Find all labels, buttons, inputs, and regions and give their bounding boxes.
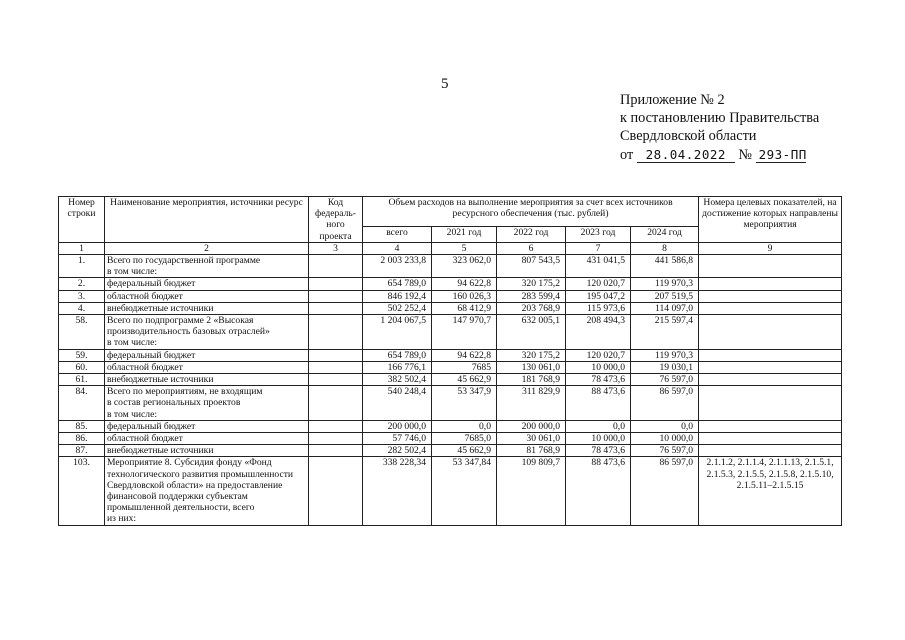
column-number: 6: [497, 242, 566, 254]
row-2022-cell: 203 768,9: [497, 302, 566, 314]
row-total-cell: 540 248,4: [363, 386, 432, 421]
row-code-cell: [309, 420, 363, 432]
row-indicators-cell: [699, 386, 842, 421]
row-2024-cell: 76 597,0: [631, 445, 699, 457]
row-indicators-cell: [699, 349, 842, 361]
row-2022-cell: 320 175,2: [497, 349, 566, 361]
header-code: Код федераль-ного проекта: [309, 197, 363, 243]
row-code-cell: [309, 386, 363, 421]
header-total: всего: [363, 227, 432, 243]
header-name: Наименование мероприятия, источники ресурс: [105, 197, 309, 243]
row-code-cell: [309, 302, 363, 314]
row-total-cell: 200 000,0: [363, 420, 432, 432]
row-name-cell: областной бюджет: [105, 361, 309, 373]
row-code-cell: [309, 278, 363, 290]
row-indicators-cell: [699, 315, 842, 350]
row-2021-cell: 53 347,84: [432, 457, 497, 525]
row-2021-cell: 7685,0: [432, 433, 497, 445]
budget-table: [58, 196, 842, 526]
row-2023-cell: 0,0: [566, 420, 631, 432]
table-row: [59, 420, 842, 432]
row-name-cell: федеральный бюджет: [105, 349, 309, 361]
header-2021: 2021 год: [432, 227, 497, 243]
table-row: [59, 386, 842, 421]
row-2021-cell: 45 662,9: [432, 445, 497, 457]
row-2021-cell: 7685: [432, 361, 497, 373]
appendix-line-region: Свердловской области: [620, 128, 757, 145]
page-number: 5: [441, 76, 449, 92]
table-body: [59, 255, 842, 526]
table-row: [59, 349, 842, 361]
row-number-cell: 60.: [59, 361, 105, 373]
column-number: 7: [566, 242, 631, 254]
row-2023-cell: 78 473,6: [566, 445, 631, 457]
row-number-cell: 58.: [59, 315, 105, 350]
header-expenses: Объем расходов на выполнение мероприятия за счет всех источников ресурсного обеспечения (тыс. рублей): [363, 197, 699, 227]
row-2023-cell: 120 020,7: [566, 349, 631, 361]
header-2022: 2022 год: [497, 227, 566, 243]
row-indicators-cell: [699, 302, 842, 314]
row-name-cell: областной бюджет: [105, 290, 309, 302]
row-name-cell: областной бюджет: [105, 433, 309, 445]
row-2024-cell: 215 597,4: [631, 315, 699, 350]
row-total-cell: 166 776,1: [363, 361, 432, 373]
header-indicators: Номера целевых показателей, на достижение которых направлены мероприятия: [699, 197, 842, 243]
column-number: 3: [309, 242, 363, 254]
row-total-cell: 282 502,4: [363, 445, 432, 457]
row-2021-cell: 323 062,0: [432, 255, 497, 278]
row-2024-cell: 114 097,0: [631, 302, 699, 314]
header-row-number: Номер строки: [59, 197, 105, 243]
appendix-date-line: [620, 146, 819, 164]
row-total-cell: 57 746,0: [363, 433, 432, 445]
table-row: [59, 361, 842, 373]
row-number-cell: 3.: [59, 290, 105, 302]
row-indicators-cell: [699, 445, 842, 457]
row-2021-cell: 94 622,8: [432, 349, 497, 361]
row-2022-cell: 283 599,4: [497, 290, 566, 302]
row-2022-cell: 30 061,0: [497, 433, 566, 445]
row-2023-cell: 10 000,0: [566, 361, 631, 373]
row-code-cell: [309, 445, 363, 457]
row-2022-cell: 109 809,7: [497, 457, 566, 525]
table-row: [59, 315, 842, 350]
row-2021-cell: 53 347,9: [432, 386, 497, 421]
row-2023-cell: 115 973,6: [566, 302, 631, 314]
table-row: [59, 457, 842, 525]
row-number-cell: 103.: [59, 457, 105, 525]
row-number-cell: 1.: [59, 255, 105, 278]
row-total-cell: 654 789,0: [363, 278, 432, 290]
column-number: 8: [631, 242, 699, 254]
row-total-cell: 846 192,4: [363, 290, 432, 302]
row-2024-cell: 86 597,0: [631, 457, 699, 525]
column-number: 1: [59, 242, 105, 254]
column-number: 5: [432, 242, 497, 254]
row-name-cell: Мероприятие 8. Субсидия фонду «Фонд технологического развития промышленности Свердловской области» на предоставление финансовой поддержки субъектам промышленной деятельности, всего из них:: [105, 457, 309, 525]
row-code-cell: [309, 255, 363, 278]
row-name-cell: федеральный бюджет: [105, 420, 309, 432]
date-prefix: от: [620, 146, 634, 163]
table-row: [59, 433, 842, 445]
row-2023-cell: 88 473,6: [566, 457, 631, 525]
decree-date: 28.04.2022: [637, 148, 735, 163]
table-row: [59, 290, 842, 302]
row-number-cell: 86.: [59, 433, 105, 445]
row-2023-cell: 10 000,0: [566, 433, 631, 445]
number-prefix: №: [738, 146, 753, 163]
row-2023-cell: 431 041,5: [566, 255, 631, 278]
header-row-main: [59, 197, 842, 227]
row-2024-cell: 119 970,3: [631, 349, 699, 361]
table-row: [59, 255, 842, 278]
row-2024-cell: 76 597,0: [631, 374, 699, 386]
column-number-row: [59, 242, 842, 254]
row-name-cell: внебюджетные источники: [105, 374, 309, 386]
row-name-cell: Всего по мероприятиям, не входящим в состав региональных проектов в том числе:: [105, 386, 309, 421]
row-2021-cell: 94 622,8: [432, 278, 497, 290]
row-indicators-cell: [699, 374, 842, 386]
row-2024-cell: 10 000,0: [631, 433, 699, 445]
row-2022-cell: 81 768,9: [497, 445, 566, 457]
row-total-cell: 382 502,4: [363, 374, 432, 386]
appendix-stamp: [620, 91, 819, 164]
row-total-cell: 502 252,4: [363, 302, 432, 314]
row-code-cell: [309, 457, 363, 525]
appendix-title: Приложение № 2: [620, 92, 725, 108]
column-number: 4: [363, 242, 432, 254]
row-2024-cell: 119 970,3: [631, 278, 699, 290]
row-2023-cell: 88 473,6: [566, 386, 631, 421]
row-indicators-cell: [699, 433, 842, 445]
row-indicators-cell: [699, 255, 842, 278]
row-2024-cell: 207 519,5: [631, 290, 699, 302]
row-number-cell: 2.: [59, 278, 105, 290]
column-number: 2: [105, 242, 309, 254]
row-2021-cell: 45 662,9: [432, 374, 497, 386]
table-row: [59, 374, 842, 386]
table-row: [59, 278, 842, 290]
row-number-cell: 84.: [59, 386, 105, 421]
row-2022-cell: 320 175,2: [497, 278, 566, 290]
row-2021-cell: 160 026,3: [432, 290, 497, 302]
header-2024: 2024 год: [631, 227, 699, 243]
row-name-cell: федеральный бюджет: [105, 278, 309, 290]
row-total-cell: 2 003 233,8: [363, 255, 432, 278]
row-indicators-cell: 2.1.1.2, 2.1.1.4, 2.1.1.13, 2.1.5.1, 2.1.5.3, 2.1.5.5, 2.1.5.8, 2.1.5.10, 2.1.5.11–2.1.5.15: [699, 457, 842, 525]
row-code-cell: [309, 361, 363, 373]
row-total-cell: 1 204 067,5: [363, 315, 432, 350]
row-number-cell: 59.: [59, 349, 105, 361]
header-2023: 2023 год: [566, 227, 631, 243]
table-row: [59, 445, 842, 457]
row-indicators-cell: [699, 361, 842, 373]
row-2022-cell: 130 061,0: [497, 361, 566, 373]
row-code-cell: [309, 315, 363, 350]
row-2023-cell: 120 020,7: [566, 278, 631, 290]
row-2024-cell: 441 586,8: [631, 255, 699, 278]
row-total-cell: 338 228,34: [363, 457, 432, 525]
row-2021-cell: 147 970,7: [432, 315, 497, 350]
row-code-cell: [309, 349, 363, 361]
row-2022-cell: 200 000,0: [497, 420, 566, 432]
row-2022-cell: 632 005,1: [497, 315, 566, 350]
row-name-cell: Всего по подпрограмме 2 «Высокая производительность базовых отраслей» в том числе:: [105, 315, 309, 350]
appendix-line-decree: к постановлению Правительства: [620, 110, 820, 127]
row-number-cell: 61.: [59, 374, 105, 386]
decree-number: 293-ПП: [756, 148, 806, 163]
row-code-cell: [309, 433, 363, 445]
row-code-cell: [309, 374, 363, 386]
row-name-cell: внебюджетные источники: [105, 302, 309, 314]
row-2021-cell: 0,0: [432, 420, 497, 432]
row-2022-cell: 807 543,5: [497, 255, 566, 278]
row-2021-cell: 68 412,9: [432, 302, 497, 314]
row-2023-cell: 78 473,6: [566, 374, 631, 386]
row-2022-cell: 181 768,9: [497, 374, 566, 386]
row-2024-cell: 86 597,0: [631, 386, 699, 421]
row-indicators-cell: [699, 290, 842, 302]
row-2023-cell: 195 047,2: [566, 290, 631, 302]
row-name-cell: Всего по государственной программе в том числе:: [105, 255, 309, 278]
row-name-cell: внебюджетные источники: [105, 445, 309, 457]
table-row: [59, 302, 842, 314]
row-indicators-cell: [699, 278, 842, 290]
row-2024-cell: 0,0: [631, 420, 699, 432]
row-number-cell: 4.: [59, 302, 105, 314]
column-number: 9: [699, 242, 842, 254]
row-total-cell: 654 789,0: [363, 349, 432, 361]
row-2022-cell: 311 829,9: [497, 386, 566, 421]
row-2023-cell: 208 494,3: [566, 315, 631, 350]
row-code-cell: [309, 290, 363, 302]
row-indicators-cell: [699, 420, 842, 432]
row-2024-cell: 19 030,1: [631, 361, 699, 373]
row-number-cell: 85.: [59, 420, 105, 432]
row-number-cell: 87.: [59, 445, 105, 457]
